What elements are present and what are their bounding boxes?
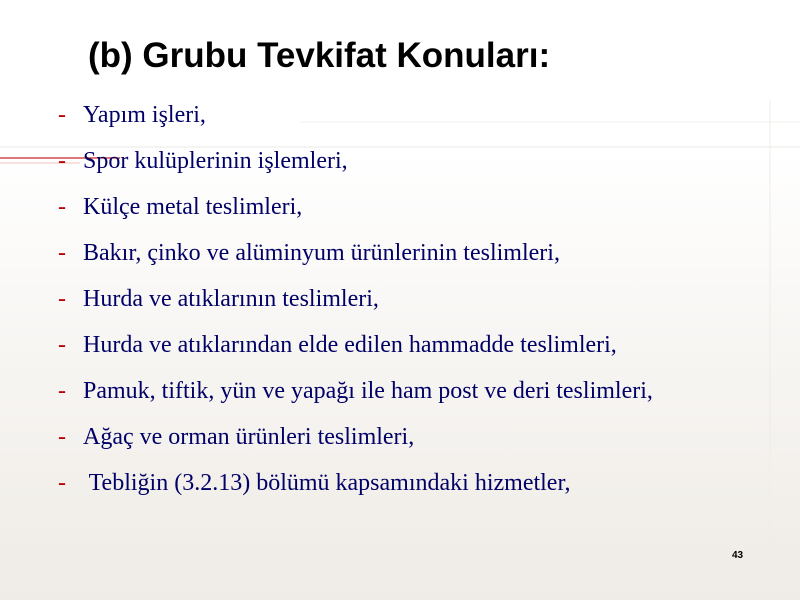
bullet-marker: - bbox=[58, 240, 66, 266]
list-item bbox=[58, 330, 738, 360]
list-item-text: Hurda ve atıklarından elde edilen hammadde teslimleri, bbox=[83, 332, 617, 358]
list-item-text: Spor kulüplerinin işlemleri, bbox=[83, 148, 348, 174]
bullet-marker: - bbox=[58, 102, 66, 128]
list-item bbox=[58, 192, 738, 222]
list-item-text: Tebliğin (3.2.13) bölümü kapsamındaki hizmetler, bbox=[83, 470, 571, 496]
list-item bbox=[58, 468, 738, 498]
bullet-marker: - bbox=[58, 148, 66, 174]
list-item bbox=[58, 238, 738, 268]
bullet-marker: - bbox=[58, 332, 66, 358]
list-item-text: Bakır, çinko ve alüminyum ürünlerinin teslimleri, bbox=[83, 240, 560, 266]
list-item-text: Külçe metal teslimleri, bbox=[83, 194, 303, 220]
slide-title: (b) Grubu Tevkifat Konuları: bbox=[88, 36, 551, 75]
list-item-text: Ağaç ve orman ürünleri teslimleri, bbox=[83, 424, 415, 450]
list-item bbox=[58, 284, 738, 314]
list-item-text: Yapım işleri, bbox=[83, 102, 206, 128]
list-item-text: Pamuk, tiftik, yün ve yapağı ile ham post ve deri teslimleri, bbox=[83, 378, 653, 404]
list-item-text: Hurda ve atıklarının teslimleri, bbox=[83, 286, 379, 312]
bullet-list bbox=[58, 100, 738, 514]
list-item bbox=[58, 146, 738, 176]
bullet-marker: - bbox=[58, 424, 66, 450]
bullet-marker: - bbox=[58, 194, 66, 220]
list-item bbox=[58, 422, 738, 452]
page-number: 43 bbox=[732, 550, 744, 561]
bullet-marker: - bbox=[58, 286, 66, 312]
list-item bbox=[58, 376, 738, 406]
list-item bbox=[58, 100, 738, 130]
bullet-marker: - bbox=[58, 378, 66, 404]
bullet-marker: - bbox=[58, 470, 66, 496]
